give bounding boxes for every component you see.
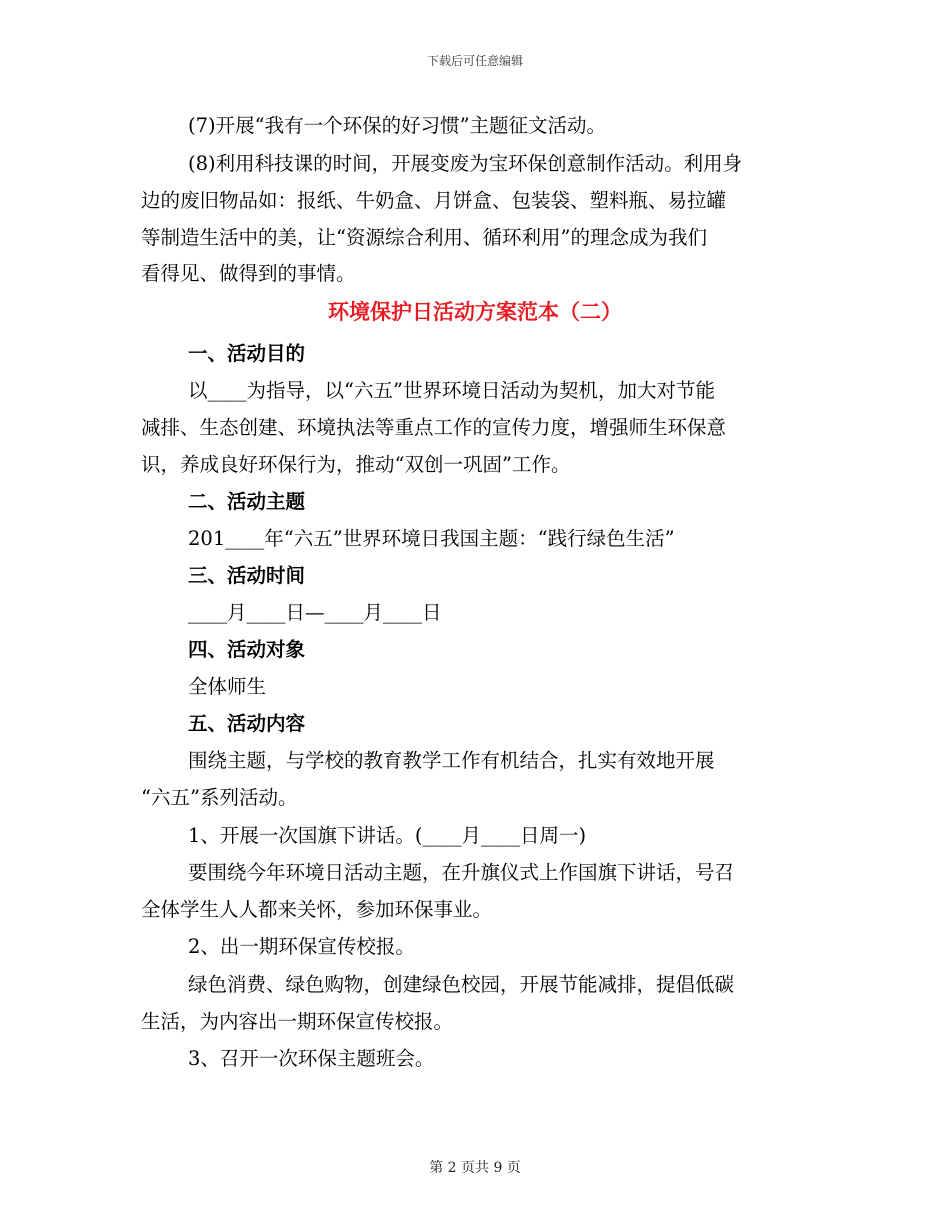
content-line-2: “六五”系列活动。 — [141, 786, 298, 809]
page-footer: 第 2 页共 9 页 — [429, 1160, 521, 1176]
time-line-1: ____月____日—____月____日 — [188, 601, 442, 624]
purpose-line-1: 以____为指导，以“六五”世界环境日活动为契机，加大对节能 — [188, 379, 715, 402]
paragraph-7: (7)开展“我有一个环保的好习惯”主题征文活动。 — [188, 114, 607, 137]
audience-line-1: 全体师生 — [188, 675, 267, 698]
purpose-line-3: 识，养成良好环保行为，推动“双创一巩固”工作。 — [141, 453, 571, 476]
heading-activity-audience: 四、活动对象 — [188, 638, 306, 661]
section-title: 环境保护日活动方案范本（二） — [328, 299, 622, 324]
purpose-line-2: 减排、生态创建、环境执法等重点工作的宣传力度，增强师生环保意 — [141, 416, 727, 439]
content-line-1: 围绕主题，与学校的教育教学工作有机结合，扎实有效地开展 — [188, 749, 715, 772]
page-header: 下载后可任意编辑 — [426, 54, 523, 68]
heading-activity-time: 三、活动时间 — [188, 564, 306, 587]
item-2-title: 2、出一期环保宣传校报。 — [188, 935, 415, 958]
item-1-title: 1、开展一次国旗下讲话。(____月____日周一) — [188, 824, 587, 847]
paragraph-8-line-3: 等制造生活中的美，让“资源综合利用、循环利用”的理念成为我们 — [141, 226, 707, 249]
item-2-line-1: 绿色消费、绿色购物，创建绿色校园，开展节能减排，提倡低碳 — [188, 973, 735, 996]
item-1-line-1: 要围绕今年环境日活动主题，在升旗仪式上作国旗下讲话，号召 — [188, 861, 735, 884]
paragraph-8-line-4: 看得见、做得到的事情。 — [141, 262, 356, 285]
heading-activity-content: 五、活动内容 — [188, 712, 306, 735]
paragraph-8-line-1: (8)利用科技课的时间，开展变废为宝环保创意制作活动。利用身 — [188, 152, 743, 175]
item-1-line-2: 全体学生人人都来关怀，参加环保事业。 — [141, 898, 493, 921]
theme-line-1: 201____年“六五”世界环境日我国主题：“践行绿色生活” — [188, 527, 675, 550]
heading-activity-theme: 二、活动主题 — [188, 490, 306, 513]
paragraph-8-line-2: 边的废旧物品如：报纸、牛奶盒、月饼盒、包装袋、塑料瓶、易拉罐 — [141, 189, 727, 212]
item-3-title: 3、召开一次环保主题班会。 — [188, 1047, 435, 1070]
item-2-line-2: 生活，为内容出一期环保宣传校报。 — [141, 1010, 454, 1033]
heading-activity-purpose: 一、活动目的 — [188, 342, 306, 365]
